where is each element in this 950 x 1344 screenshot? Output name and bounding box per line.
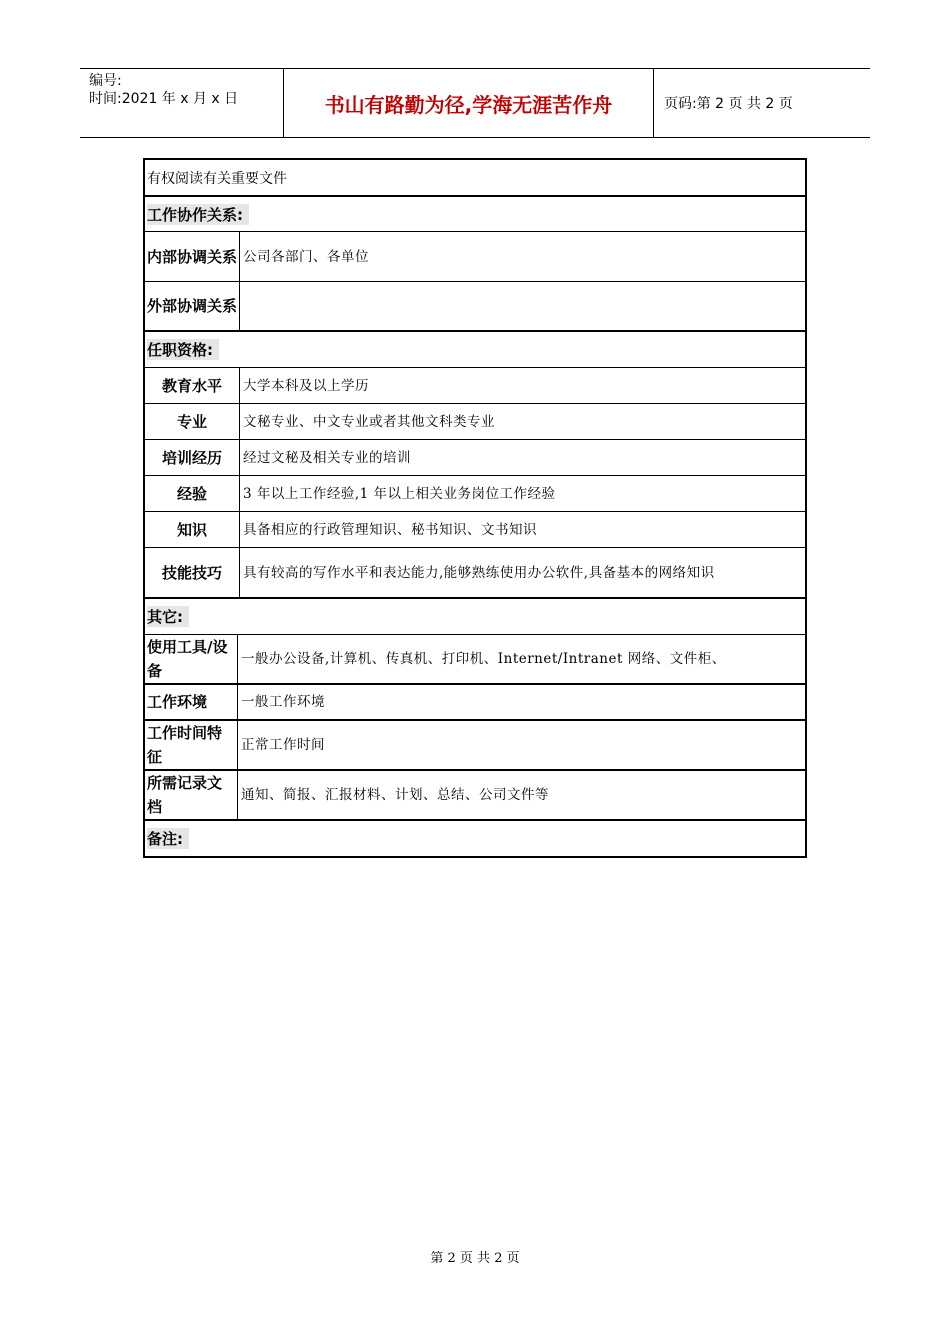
work-time-value: 正常工作时间 xyxy=(241,737,325,753)
section-remarks xyxy=(145,821,805,856)
section-title: 任职资格: xyxy=(147,339,219,360)
external-coordination-label: 外部协调关系 xyxy=(145,282,240,330)
table-row xyxy=(145,685,805,721)
section-other xyxy=(145,599,805,635)
major-value: 文秘专业、中文专业或者其他文科类专业 xyxy=(243,413,495,430)
table-row xyxy=(145,404,805,440)
page-header xyxy=(80,68,870,138)
table-row xyxy=(145,232,805,282)
training-label: 培训经历 xyxy=(145,440,240,475)
environment-label: 工作环境 xyxy=(145,685,238,719)
knowledge-value: 具备相应的行政管理知识、秘书知识、文书知识 xyxy=(243,521,537,538)
experience-label: 经验 xyxy=(145,476,240,511)
major-label: 专业 xyxy=(145,404,240,439)
section-cooperation xyxy=(145,197,805,232)
table-row xyxy=(145,282,805,332)
table-row xyxy=(145,721,805,771)
internal-coordination-label: 内部协调关系 xyxy=(145,232,240,281)
table-row xyxy=(145,440,805,476)
knowledge-label: 知识 xyxy=(145,512,240,547)
skills-value: 具有较高的写作水平和表达能力,能够熟练使用办公软件,具备基本的网络知识 xyxy=(243,564,715,581)
education-value: 大学本科及以上学历 xyxy=(243,377,369,394)
table-row xyxy=(145,160,805,197)
documents-value: 通知、简报、汇报材料、计划、总结、公司文件等 xyxy=(241,787,549,803)
education-label: 教育水平 xyxy=(145,368,240,403)
job-description-table xyxy=(143,158,807,858)
table-row xyxy=(145,548,805,599)
experience-value: 3 年以上工作经验,1 年以上相关业务岗位工作经验 xyxy=(243,485,556,502)
tools-label: 使用工具/设备 xyxy=(145,635,238,683)
section-title: 备注: xyxy=(147,828,189,849)
work-time-label: 工作时间特征 xyxy=(145,721,238,769)
training-value: 经过文秘及相关专业的培训 xyxy=(243,449,411,466)
tools-value: 一般办公设备,计算机、传真机、打印机、Internet/Intranet 网络、文件柜、 xyxy=(241,651,726,667)
table-row xyxy=(145,368,805,404)
table-row xyxy=(145,512,805,548)
table-row xyxy=(145,635,805,685)
documents-label: 所需记录文档 xyxy=(145,771,238,819)
number-label: 编号: xyxy=(89,73,122,89)
page-footer: 第 2 页 共 2 页 xyxy=(430,1251,520,1266)
header-meta xyxy=(80,69,284,137)
access-rights-text: 有权阅读有关重要文件 xyxy=(147,170,287,187)
section-title: 其它: xyxy=(147,606,189,627)
external-coordination-value xyxy=(240,282,805,330)
section-qualification xyxy=(145,332,805,368)
table-row xyxy=(145,476,805,512)
internal-coordination-value: 公司各部门、各单位 xyxy=(243,248,369,265)
page-number-label: 页码:第 2 页 共 2 页 xyxy=(664,96,793,112)
environment-value: 一般工作环境 xyxy=(241,694,325,710)
table-row xyxy=(145,771,805,821)
section-title: 工作协作关系: xyxy=(147,204,249,225)
skills-label: 技能技巧 xyxy=(145,548,240,597)
motto-title: 书山有路勤为径,学海无涯苦作舟 xyxy=(284,69,654,137)
time-label: 时间:2021 年 x 月 x 日 xyxy=(89,91,239,107)
